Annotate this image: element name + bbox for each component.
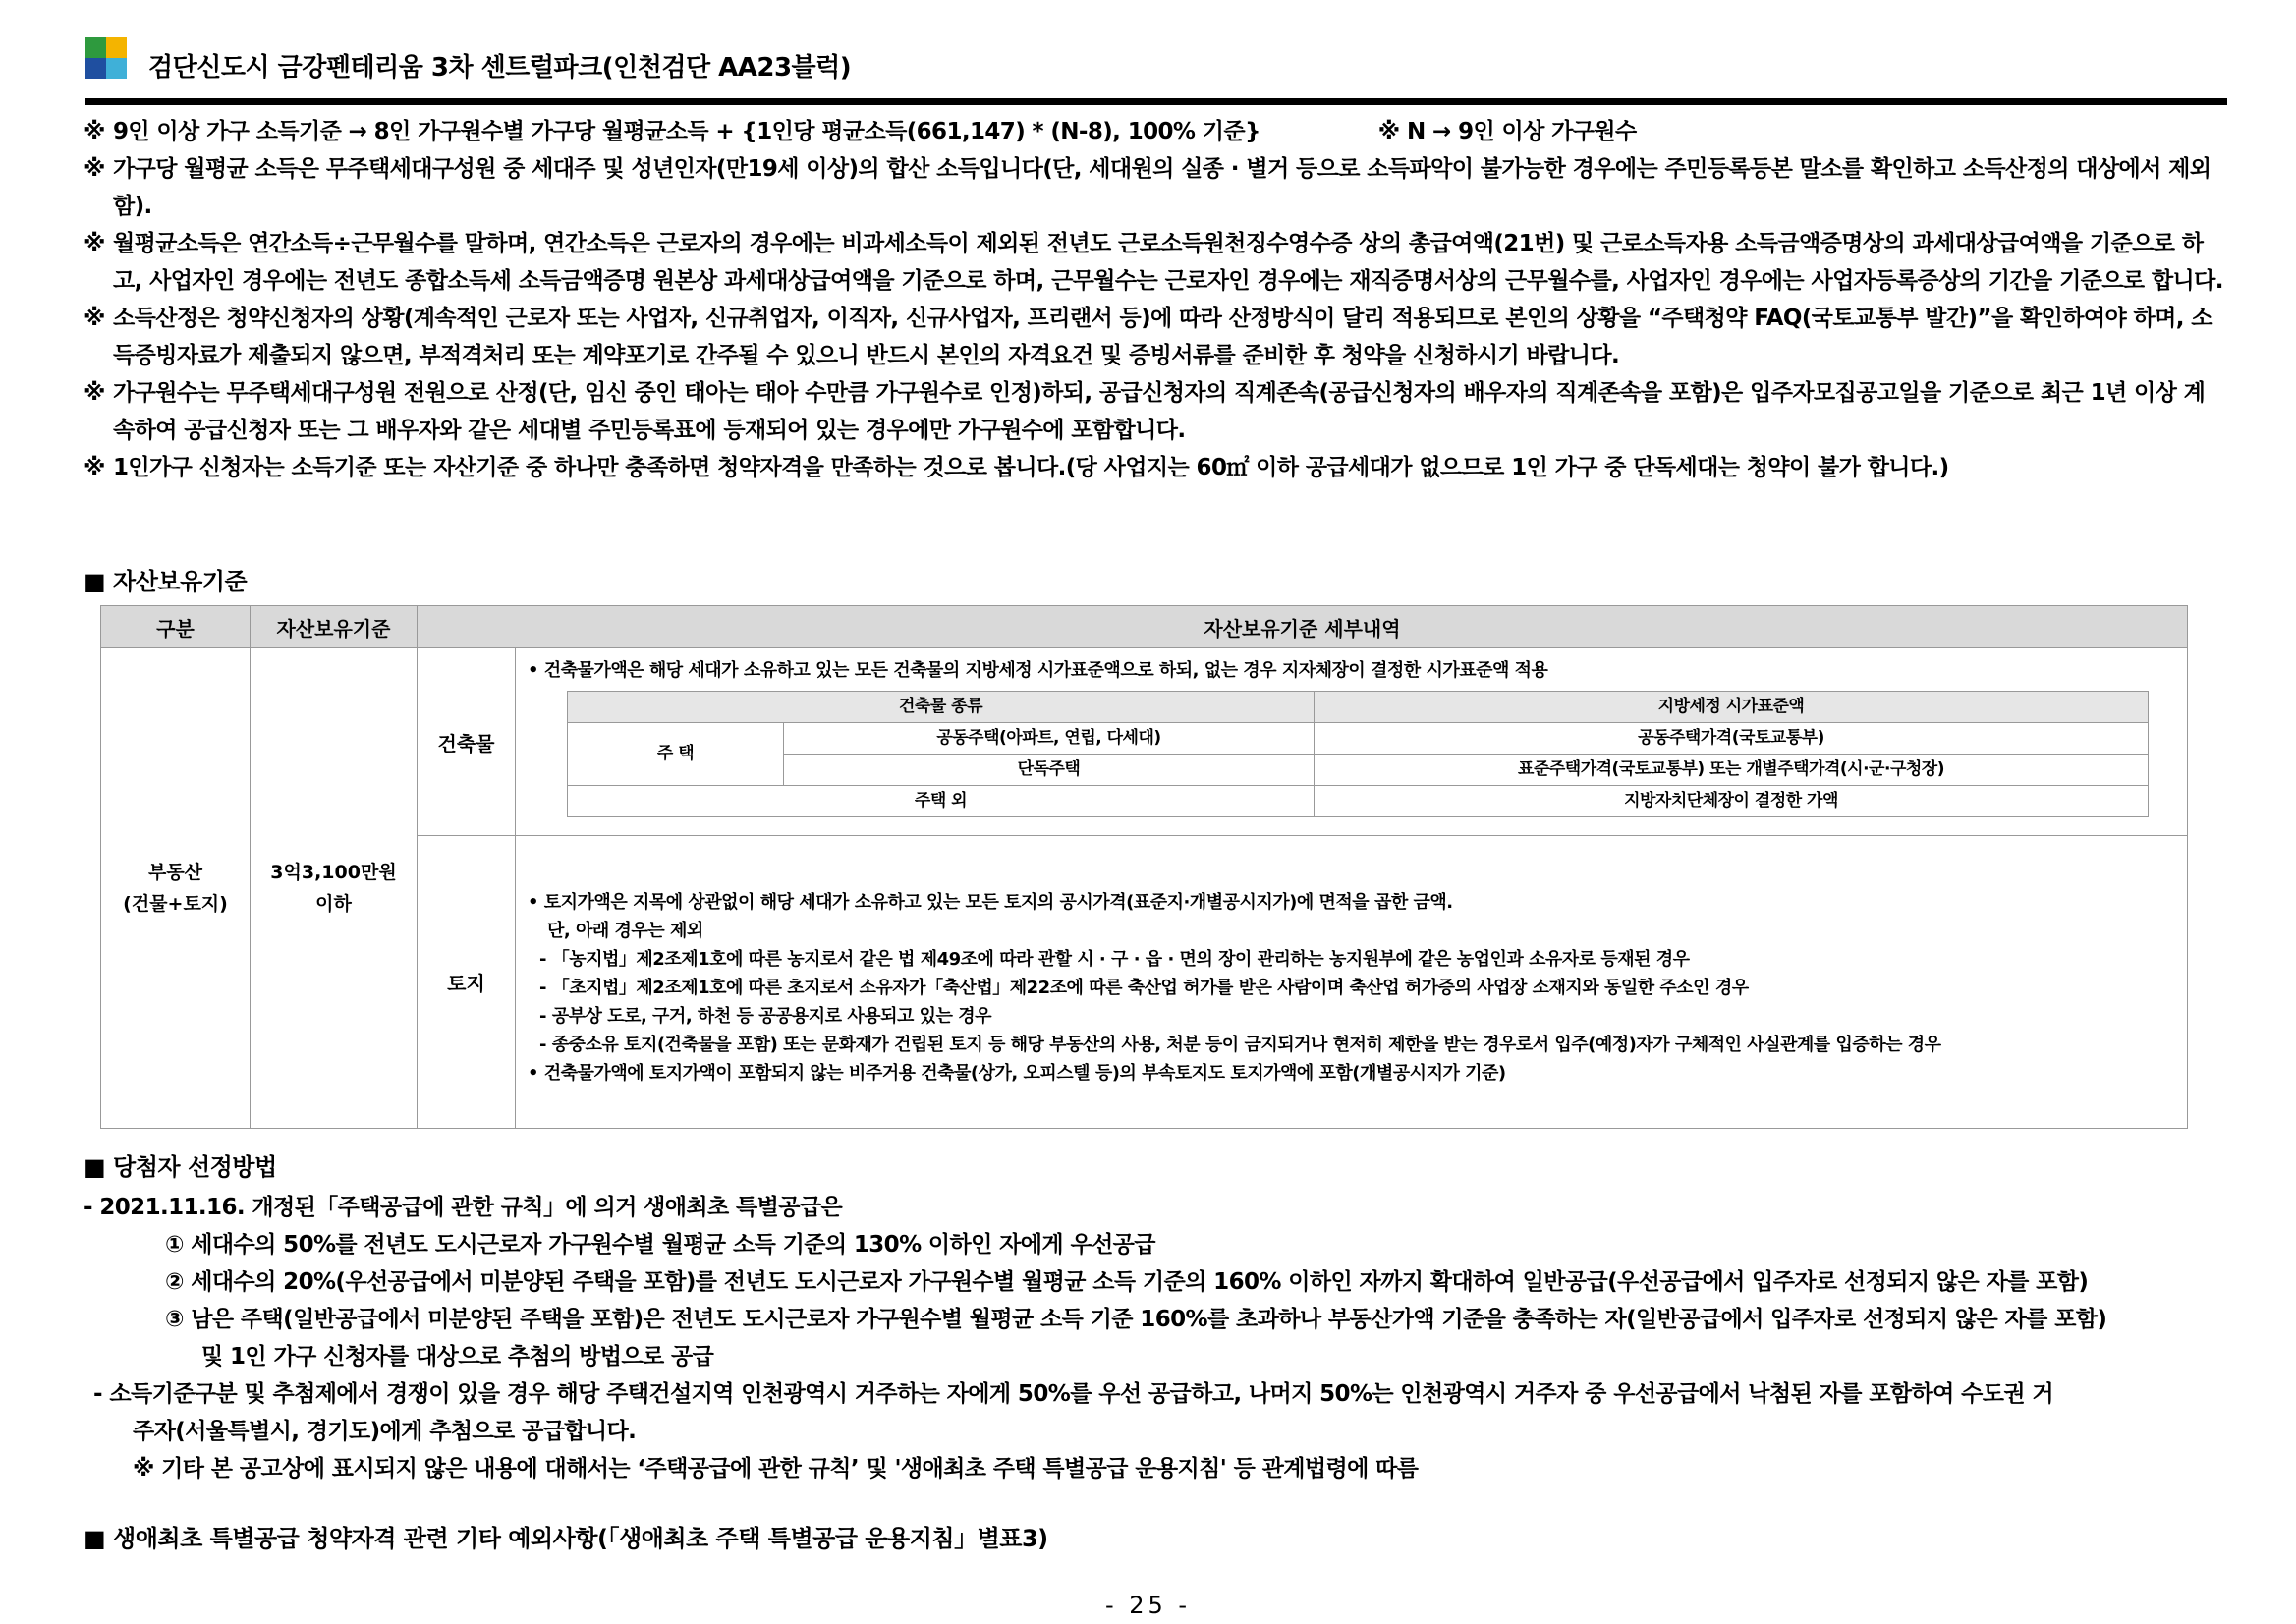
building-row	[101, 648, 2188, 836]
note-item	[84, 150, 2225, 225]
header-category: 구분	[101, 606, 251, 648]
building-type-table	[567, 691, 2149, 817]
other-value: 지방자치단체장이 결정한 가액	[1315, 786, 2149, 817]
asset-table	[100, 605, 2188, 1129]
note-text: 소득산정은 청약신청자의 상황(계속적인 근로자 또는 사업자, 신규취업자, 이직자, 신규사업자, 프리랜서 등)에 따라 산정방식이 달리 적용되므로 본인의 상황을 “주택청약 FAQ(국토교통부 발간)”을 확인하여야 하며, 소득증빙자료가 제출되지 않으면, 부적격처리 또는 계약포기로 간주될 수 있으니 반드시 본인의 자격요건 및 증빙서류를 준비한 후 청약을 신청하시기 바랍니다.	[113, 306, 2212, 368]
header-divider	[85, 98, 2227, 105]
land-line: • 토지가액은 지목에 상관없이 해당 세대가 소유하고 있는 모든 토지의 공시가격(표준지·개별공시지가)에 면적을 곱한 금액.	[528, 892, 1453, 913]
document-header	[85, 37, 2227, 106]
note-item	[84, 113, 2225, 150]
note-mark: ※	[84, 156, 106, 182]
note-mark: ※	[84, 455, 106, 480]
inner-header-value: 지방세정 시가표준액	[1315, 692, 2149, 723]
housing-label: 주 택	[568, 723, 784, 786]
note-mark: ※	[84, 231, 106, 256]
inner-header-type: 건축물 종류	[568, 692, 1315, 723]
inner-row	[568, 786, 2149, 817]
land-line: • 건축물가액에 토지가액이 포함되지 않는 비주거용 건축물(상가, 오피스텔 등)의 부속토지도 토지가액에 포함(개별공시지가 기준)	[528, 1063, 1506, 1084]
land-line: - 「초지법」제2조제1호에 따른 초지로서 소유자가「축산법」제22조에 따른 축산업 허가를 받은 사람이며 축산업 허가증의 사업장 소재지와 동일한 주소인 경우	[539, 978, 1749, 998]
land-line: - 공부상 도로, 구거, 하천 등 공공용지로 사용되고 있는 경우	[539, 1006, 991, 1027]
selection-line: ① 세대수의 50%를 전년도 도시근로자 가구원수별 월평균 소득 기준의 130% 이하인 자에게 우선공급	[165, 1232, 1155, 1258]
asset-section-heading: ■ 자산보유기준	[84, 568, 248, 595]
note-item	[84, 374, 2225, 449]
land-label: 토지	[418, 836, 516, 1129]
note-text: 가구당 월평균 소득은 무주택세대구성원 중 세대주 및 성년인자(만19세 이상)의 합산 소득입니다(단, 세대원의 실종 · 별거 등으로 소득파악이 불가능한 경우에는 주민등록등본 말소를 확인하고 소득산정의 대상에서 제외함).	[113, 156, 2212, 219]
exception-heading: ■ 생애최초 특별공급 청약자격 관련 기타 예외사항(「생애최초 주택 특별공급 운용지침」별표3)	[84, 1525, 1048, 1552]
building-detail	[516, 648, 2188, 836]
land-line: - 종중소유 토지(건축물을 포함) 또는 문화재가 건립된 토지 등 해당 부동산의 사용, 처분 등이 금지되거나 현저히 제한을 받는 경우로서 입주(예정)자가 구체적인 사실관계를 입증하는 경우	[539, 1035, 1941, 1055]
building-label: 건축물	[418, 648, 516, 836]
inner-row: 단독주택 표준주택가격(국토교통부) 또는 개별주택가격(시·군·구청장)	[568, 755, 2149, 786]
note-extra: ※ N → 9인 이상 가구원수	[1377, 119, 1637, 144]
selection-line: 주자(서울특별시, 경기도)에게 추첨으로 공급합니다.	[133, 1419, 637, 1444]
page-number: - 25 -	[1104, 1592, 1192, 1619]
note-text: 9인 이상 가구 소득기준 → 8인 가구원수별 가구당 월평균소득 + {1인당 평균소득(661,147) * (N-8), 100% 기준}	[113, 119, 1260, 144]
note-mark: ※	[84, 306, 106, 331]
logo-icon	[85, 37, 127, 79]
note-item	[84, 300, 2225, 374]
asset-table-header	[101, 606, 2188, 648]
selection-line: - 소득기준구분 및 추첨제에서 경쟁이 있을 경우 해당 주택건설지역 인천광역시 거주하는 자에게 50%를 우선 공급하고, 나머지 50%는 인천광역시 거주자 중 우선공급에서 낙첨된 자를 포함하여 수도권 거	[93, 1381, 2053, 1407]
note-item	[84, 225, 2225, 300]
selection-line: ③ 남은 주택(일반공급에서 미분양된 주택을 포함)은 전년도 도시근로자 가구원수별 월평균 소득 기준 160%를 초과하나 부동산가액 기준을 충족하는 자(일반공급에서 입주자로 선정되지 않은 자를 포함)	[165, 1307, 2107, 1332]
inner-row: 주 택 공동주택(아파트, 연립, 다세대) 공동주택가격(국토교통부)	[568, 723, 2149, 755]
note-text: 가구원수는 무주택세대구성원 전원으로 산정(단, 임신 중인 태아는 태아 수만큼 가구원수로 인정)하되, 공급신청자의 직계존속(공급신청자의 배우자의 직계존속을 포함)은 입주자모집공고일을 기준으로 최근 1년 이상 계속하여 공급신청자 또는 그 배우자와 같은 세대별 주민등록표에 등재되어 있는 경우에만 가구원수에 포함합니다.	[113, 380, 2206, 443]
selection-line: - 2021.11.16. 개정된「주택공급에 관한 규칙」에 의거 생애최초 특별공급은	[84, 1195, 843, 1220]
selection-heading: ■ 당첨자 선정방법	[84, 1153, 277, 1181]
header-standard: 자산보유기준	[251, 606, 418, 648]
land-line: - 「농지법」제2조제1호에 따른 농지로서 같은 법 제49조에 따라 관할 시 · 구 · 읍 · 면의 장이 관리하는 농지원부에 같은 농업인과 소유자로 등재된 경우	[539, 949, 1690, 970]
other-label: 주택 외	[568, 786, 1315, 817]
land-line: 단, 아래 경우는 제외	[547, 921, 703, 941]
selection-line: ② 세대수의 20%(우선공급에서 미분양된 주택을 포함)를 전년도 도시근로자 가구원수별 월평균 소득 기준의 160% 이하인 자까지 확대하여 일반공급(우선공급에서 입주자로 선정되지 않은 자를 포함)	[165, 1269, 2089, 1295]
land-detail	[516, 836, 2188, 1129]
income-notes	[84, 113, 2225, 486]
note-text: 1인가구 신청자는 소득기준 또는 자산기준 중 하나만 충족하면 청약자격을 만족하는 것으로 봅니다.(당 사업지는 60㎡ 이하 공급세대가 없으므로 1인 가구 중 단독세대는 청약이 불가 합니다.)	[113, 455, 1949, 480]
standard-cell: 3억3,100만원 이하	[251, 648, 418, 1129]
category-cell: 부동산 (건물+토지)	[101, 648, 251, 1129]
building-intro: • 건축물가액은 해당 세대가 소유하고 있는 모든 건축물의 지방세정 시가표준액으로 하되, 없는 경우 지자체장이 결정한 시가표준액 적용	[528, 660, 1548, 681]
note-text: 월평균소득은 연간소득÷근무월수를 말하며, 연간소득은 근로자의 경우에는 비과세소득이 제외된 전년도 근로소득원천징수영수증 상의 총급여액(21번) 및 근로소득자용 소득금액증명상의 과세대상급여액을 기준으로 하고, 사업자인 경우에는 전년도 종합소득세 소득금액증명 원본상 과세대상급여액을 기준으로 하며, 근무월수는 근로자인 경우에는 재직증명서상의 근무월수를, 사업자인 경우에는 사업자등록증상의 기간을 기준으로 합니다.	[113, 231, 2223, 294]
header-detail: 자산보유기준 세부내역	[418, 606, 2188, 648]
note-mark: ※	[84, 380, 106, 406]
note-item	[84, 449, 2225, 486]
selection-method	[84, 1189, 2225, 1487]
document-title: 검단신도시 금강펜테리움 3차 센트럴파크(인천검단 AA23블럭)	[148, 53, 852, 83]
selection-line: ※ 기타 본 공고상에 표시되지 않은 내용에 대해서는 ‘주택공급에 관한 규칙’ 및 '생애최초 주택 특별공급 운용지침' 등 관계법령에 따름	[133, 1456, 1419, 1482]
note-mark: ※	[84, 119, 106, 144]
selection-line: 및 1인 가구 신청자를 대상으로 추첨의 방법으로 공급	[201, 1344, 714, 1370]
